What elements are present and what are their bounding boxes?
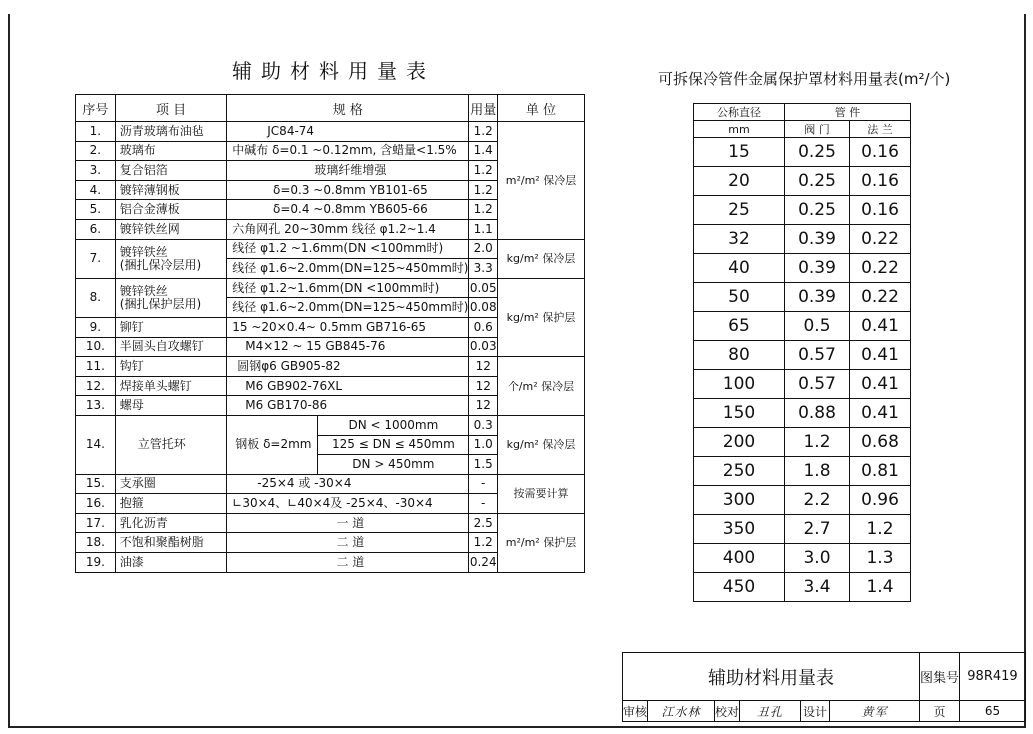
table-row xyxy=(694,254,911,283)
check-label: 校对 xyxy=(715,701,740,722)
table-row: 3. 复合铝箔 玻璃纤维增强 1.2 xyxy=(76,161,585,181)
valve-cell: 0.57 xyxy=(785,370,850,399)
table-row: 16. 抱箍 ∟30×4、∟40×4及 -25×4、-30×4 - xyxy=(76,494,585,514)
header-no: 序号 xyxy=(76,95,116,122)
header-unit: 单 位 xyxy=(497,95,584,122)
table-row: 10. 半圆头自攻螺钉 M4×12 ~ 15 GB845-76 0.03 xyxy=(76,337,585,357)
dn-cell: 40 xyxy=(694,254,785,283)
dn-cell: 250 xyxy=(694,457,785,486)
flange-cell: 0.16 xyxy=(850,138,911,167)
table-header-row xyxy=(694,121,911,138)
dn-cell: 32 xyxy=(694,225,785,254)
flange-cell: 0.41 xyxy=(850,312,911,341)
table-row: 4. 镀锌薄钢板 δ=0.3 ~0.8mm YB101-65 1.2 xyxy=(76,180,585,200)
check-signature: 丑孔 xyxy=(740,701,801,722)
t2-body xyxy=(694,138,911,602)
flange-cell: 0.41 xyxy=(850,370,911,399)
table-row xyxy=(694,486,911,515)
atlas-number: 98R419 xyxy=(959,653,1025,701)
valve-cell: 0.39 xyxy=(785,254,850,283)
table-row: 11. 钩钉 圆钢φ6 GB905-82 12 个/m² 保冷层 xyxy=(76,357,585,377)
table-row xyxy=(694,428,911,457)
table-row: 13. 螺母 M6 GB170-86 12 xyxy=(76,396,585,416)
table-row: 6. 镀锌铁丝网 六角网孔 20~30mm 线径 φ1.2~1.4 1.1 xyxy=(76,219,585,239)
valve-cell: 1.8 xyxy=(785,457,850,486)
unit-cell: 个/m² 保冷层 xyxy=(497,357,584,416)
title-block xyxy=(622,652,1026,722)
table-row: 7. 镀锌铁丝 (捆扎保冷层用) 线径 φ1.2 ~1.6mm(DN <100mm时) 2.0 kg/m² 保冷层 xyxy=(76,239,585,259)
dn-cell: 80 xyxy=(694,341,785,370)
table-row: 19. 油漆 二 道 0.24 xyxy=(76,553,585,573)
table-row xyxy=(694,167,911,196)
dn-cell: 65 xyxy=(694,312,785,341)
header-fitting: 管 件 xyxy=(785,104,911,121)
table-row xyxy=(694,225,911,254)
valve-cell: 0.25 xyxy=(785,196,850,225)
valve-cell: 0.88 xyxy=(785,399,850,428)
dn-cell: 350 xyxy=(694,515,785,544)
header-spec: 规 格 xyxy=(227,95,469,122)
header-dn: 公称直径 xyxy=(694,104,785,121)
flange-cell: 1.4 xyxy=(850,573,911,602)
header-amount: 用量 xyxy=(469,95,497,122)
table-header-row xyxy=(76,95,585,122)
dn-cell: 50 xyxy=(694,283,785,312)
valve-cell: 3.0 xyxy=(785,544,850,573)
valve-cell: 3.4 xyxy=(785,573,850,602)
valve-cell: 1.2 xyxy=(785,428,850,457)
review-label: 审核 xyxy=(623,701,648,722)
flange-cell: 0.22 xyxy=(850,225,911,254)
left-table-title: 辅助材料用量表 xyxy=(232,59,435,83)
table-row: 125 ≤ DN ≤ 450mm 1.0 xyxy=(76,435,585,455)
flange-cell: 0.22 xyxy=(850,254,911,283)
table-row: DN > 450mm 1.5 xyxy=(76,455,585,475)
design-label: 设计 xyxy=(801,701,830,722)
table-row: 线径 φ1.6~2.0mm(DN=125~450mm时) 0.08 xyxy=(76,298,585,318)
protective-cover-material-table xyxy=(693,103,911,602)
drawing-name: 辅助材料用量表 xyxy=(623,653,920,701)
valve-cell: 0.25 xyxy=(785,167,850,196)
table-row xyxy=(694,196,911,225)
dn-cell: 450 xyxy=(694,573,785,602)
dn-cell: 20 xyxy=(694,167,785,196)
table-row xyxy=(694,138,911,167)
dn-cell: 400 xyxy=(694,544,785,573)
unit-cell: kg/m² 保冷层 xyxy=(497,239,584,278)
table-row: 18. 不饱和聚酯树脂 二 道 1.2 xyxy=(76,533,585,553)
table-row: 线径 φ1.6~2.0mm(DN=125~450mm时) 3.3 xyxy=(76,259,585,279)
flange-cell: 0.41 xyxy=(850,399,911,428)
table-row xyxy=(694,370,911,399)
flange-cell: 0.81 xyxy=(850,457,911,486)
table-row xyxy=(694,341,911,370)
table-row xyxy=(694,457,911,486)
dn-cell: 300 xyxy=(694,486,785,515)
dn-cell: 25 xyxy=(694,196,785,225)
header-dn-unit: mm xyxy=(694,121,785,138)
table-row xyxy=(694,573,911,602)
valve-cell: 2.2 xyxy=(785,486,850,515)
table-row: 9. 铆钉 15 ~20×0.4~ 0.5mm GB716-65 0.6 xyxy=(76,317,585,337)
flange-cell: 0.96 xyxy=(850,486,911,515)
valve-cell: 0.39 xyxy=(785,283,850,312)
unit-cell: m²/m² 保护层 xyxy=(497,513,584,572)
design-signature: 黄军 xyxy=(830,701,920,722)
right-table-title: 可拆保冷管件金属保护罩材料用量表(m²/个) xyxy=(658,70,951,88)
table-row: 15. 支承圈 -25×4 或 -30×4 - 按需要计算 xyxy=(76,474,585,494)
unit-cell: 按需要计算 xyxy=(497,474,584,513)
auxiliary-materials-table xyxy=(75,94,585,573)
flange-cell: 0.41 xyxy=(850,341,911,370)
header-flange: 法 兰 xyxy=(850,121,911,138)
valve-cell: 0.39 xyxy=(785,225,850,254)
flange-cell: 0.22 xyxy=(850,283,911,312)
flange-cell: 1.2 xyxy=(850,515,911,544)
dn-cell: 200 xyxy=(694,428,785,457)
table-row: 2. 玻璃布 中碱布 δ=0.1 ~0.12mm, 含蜡量<1.5% 1.4 xyxy=(76,141,585,161)
table-row: 17. 乳化沥青 一 道 2.5 m²/m² 保护层 xyxy=(76,513,585,533)
valve-cell: 2.7 xyxy=(785,515,850,544)
table-row: 14. 立管托环 钢板 δ=2mm DN < 1000mm 0.3 kg/m² 保冷层 xyxy=(76,415,585,435)
table-row: 12. 焊接单头螺钉 M6 GB902-76XL 12 xyxy=(76,376,585,396)
valve-cell: 0.25 xyxy=(785,138,850,167)
review-signature: 江水林 xyxy=(648,701,715,722)
flange-cell: 0.16 xyxy=(850,196,911,225)
dn-cell: 15 xyxy=(694,138,785,167)
flange-cell: 0.16 xyxy=(850,167,911,196)
unit-cell: m²/m² 保冷层 xyxy=(497,122,584,240)
dn-cell: 150 xyxy=(694,399,785,428)
table-header-row xyxy=(694,104,911,121)
unit-cell: kg/m² 保护层 xyxy=(497,278,584,356)
valve-cell: 0.57 xyxy=(785,341,850,370)
table-row: 1. 沥青玻璃布油毡 JC84-74 1.2 m²/m² 保冷层 xyxy=(76,122,585,142)
valve-cell: 0.5 xyxy=(785,312,850,341)
table-row: 8. 镀锌铁丝 (捆扎保护层用) 线径 φ1.2~1.6mm(DN <100mm时) 0.05 kg/m² 保护层 xyxy=(76,278,585,298)
page-label: 页 xyxy=(919,701,959,722)
flange-cell: 0.68 xyxy=(850,428,911,457)
atlas-label: 图集号 xyxy=(919,653,959,701)
dn-cell: 100 xyxy=(694,370,785,399)
page-number: 65 xyxy=(959,701,1025,722)
table-row xyxy=(694,283,911,312)
flange-cell: 1.3 xyxy=(850,544,911,573)
table-row xyxy=(694,515,911,544)
header-item: 项 目 xyxy=(115,95,227,122)
unit-cell: kg/m² 保冷层 xyxy=(497,415,584,474)
header-valve: 阀 门 xyxy=(785,121,850,138)
table-row xyxy=(694,544,911,573)
table-row xyxy=(694,399,911,428)
table-row: 5. 铝合金薄板 δ=0.4 ~0.8mm YB605-66 1.2 xyxy=(76,200,585,220)
table-row xyxy=(694,312,911,341)
